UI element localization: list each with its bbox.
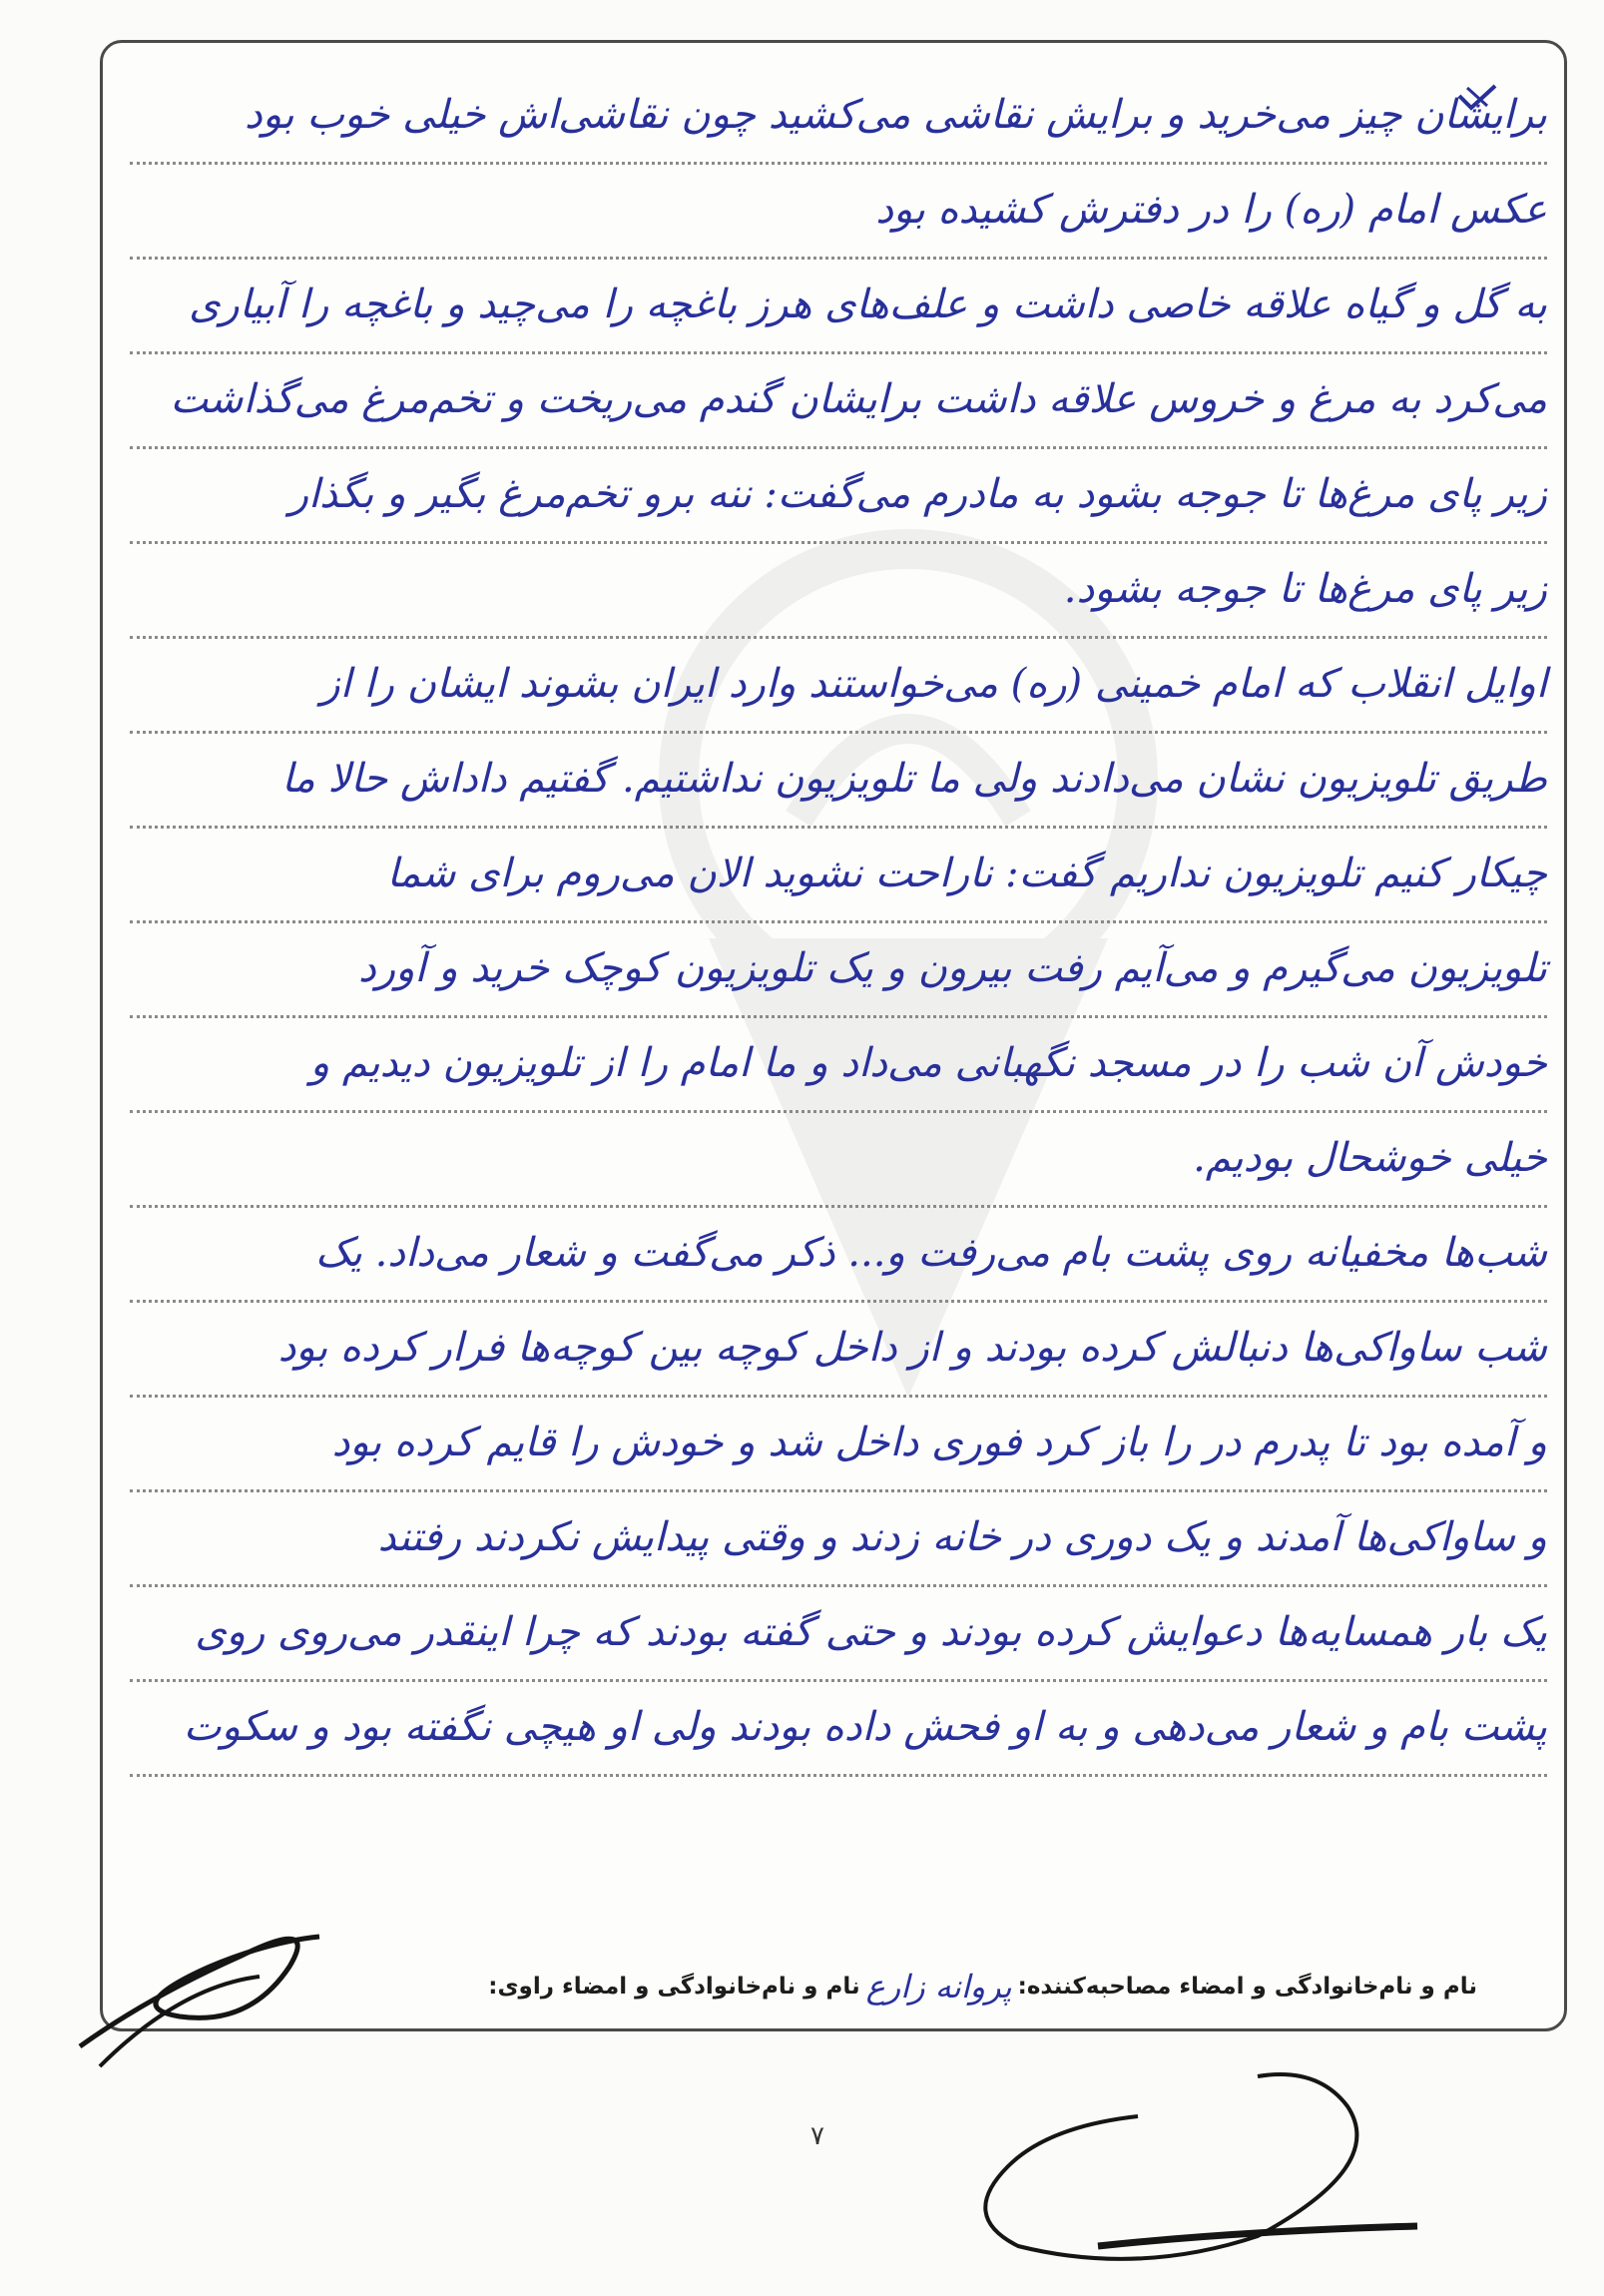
text-line [130, 1492, 1547, 1587]
line-text: پشت بام و شعار می‌دهی و به او فحش داده بودند ولی او هیچی نگفته بود و سکوت [183, 1704, 1547, 1750]
text-line [130, 734, 1547, 829]
interviewer-label: نام و نام‌خانوادگی و امضاء مصاحبه‌کننده: [1017, 1974, 1477, 2000]
handwritten-text-body [130, 70, 1547, 1927]
text-line [130, 1018, 1547, 1113]
line-text: عکس امام (ره) را در دفترش کشیده بود [875, 187, 1547, 233]
text-line [130, 165, 1547, 260]
line-text: شب‌ها مخفیانه روی پشت بام می‌رفت و... ذکر می‌گفت و شعار می‌داد. یک [314, 1230, 1547, 1276]
interviewer-name: پروانه زارع [865, 1968, 1012, 2006]
text-line [130, 70, 1547, 165]
page-number: ۷ [810, 2121, 824, 2151]
line-text: شب ساواکی‌ها دنبالش کرده بودند و از داخل کوچه بین کوچه‌ها فرار کرده بود [277, 1325, 1547, 1371]
text-line [130, 544, 1547, 639]
interviewer-signature-icon [958, 2046, 1427, 2276]
text-line [130, 1682, 1547, 1777]
line-text: خیلی خوشحال بودیم. [1193, 1135, 1547, 1181]
line-text: و ساواکی‌ها آمدند و یک دوری در خانه زدند و وقتی پیدایش نکردند رفتند [377, 1514, 1547, 1560]
text-line [130, 260, 1547, 354]
text-line [130, 449, 1547, 544]
text-line [130, 1398, 1547, 1492]
line-text: و آمده بود تا پدرم در را باز کرد فوری داخل شد و خودش را قایم کرده بود [331, 1420, 1547, 1465]
line-text: خودش آن شب را در مسجد نگهبانی می‌داد و ما امام را از تلویزیون دیدیم و [309, 1040, 1547, 1086]
text-line [130, 1208, 1547, 1303]
text-line [130, 354, 1547, 449]
narrator-label: نام و نام‌خانوادگی و امضاء راوی: [488, 1974, 860, 2000]
text-line [130, 1303, 1547, 1398]
line-text: به گل و گیاه علاقه خاصی داشت و علف‌های هرز باغچه را می‌چید و باغچه را آبیاری [189, 282, 1547, 327]
line-text: طریق تلویزیون نشان می‌دادند ولی ما تلویزیون نداشتیم. گفتیم داداش حالا ما [281, 756, 1547, 802]
line-text: یک بار همسایه‌ها دعوایش کرده بودند و حتی گفته بودند که چرا اینقدر می‌روی روی [195, 1609, 1547, 1655]
signature-footer [329, 1957, 1477, 2016]
line-text: اوایل انقلاب که امام خمینی (ره) می‌خواستند وارد ایران بشوند ایشان را از [320, 661, 1547, 707]
text-line [130, 639, 1547, 734]
line-text: تلویزیون می‌گیرم و می‌آیم رفت بیرون و یک تلویزیون کوچک خرید و آورد [357, 945, 1547, 991]
line-text: چیکار کنیم تلویزیون نداریم گفت: ناراحت نشوید الان می‌روم برای شما [386, 851, 1547, 896]
narrator-signature-icon [60, 1897, 339, 2076]
line-text: می‌کرد به مرغ و خروس علاقه داشت برایشان گندم می‌ریخت و تخم‌مرغ می‌گذاشت [170, 376, 1547, 422]
line-text: زیر پای مرغ‌ها تا جوجه بشود. [1063, 566, 1547, 612]
line-text: برایشان چیز می‌خرید و برایش نقاشی می‌کشید چون نقاشی‌اش خیلی خوب بود [245, 92, 1547, 138]
line-text: زیر پای مرغ‌ها تا جوجه بشود به مادرم می‌گفت: ننه برو تخم‌مرغ بگیر و بگذار [288, 471, 1547, 517]
text-line [130, 923, 1547, 1018]
text-line [130, 1113, 1547, 1208]
text-line [130, 829, 1547, 923]
text-line [130, 1587, 1547, 1682]
